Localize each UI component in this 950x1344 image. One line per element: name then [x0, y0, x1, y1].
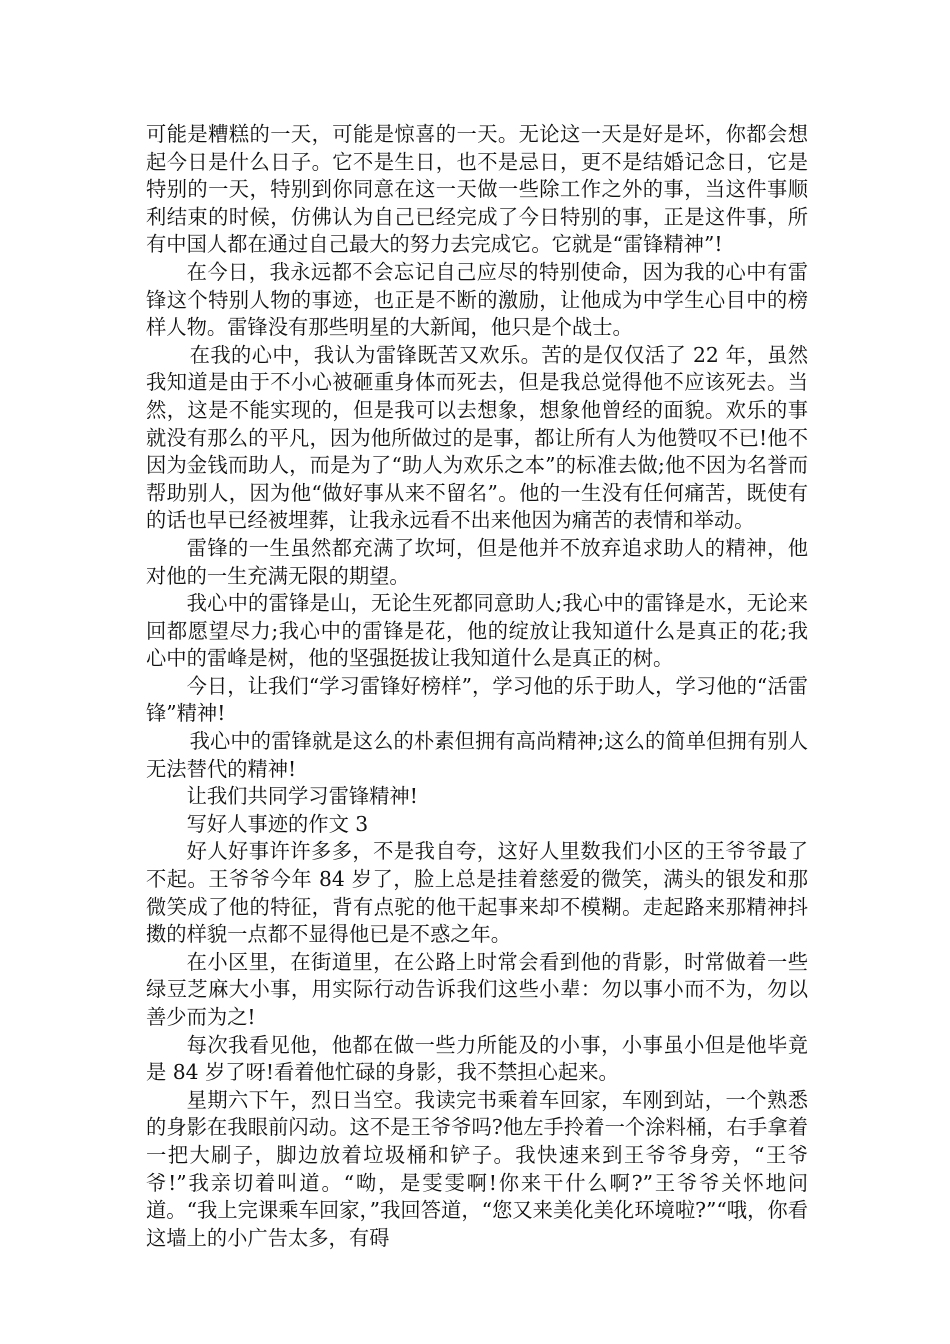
paragraph-5: 我心中的雷锋是山，无论生死都同意助人;我心中的雷锋是水，无论来回都愿望尽力;我心中的雷锋是花，他的绽放让我知道什么是真正的花;我心中的雷峰是树，他的坚强挺拔让我知道什么是真正的树。 [146, 591, 808, 671]
paragraph-2: 在今日，我永远都不会忘记自己应尽的特别使命，因为我的心中有雷锋这个特别人物的事迹，也正是不断的激励，让他成为中学生心目中的榜样人物。雷锋没有那些明星的大新闻，他只是个战士。 [146, 259, 808, 340]
paragraph-7: 我心中的雷锋就是这么的朴素但拥有高尚精神;这么的简单但拥有别人无法替代的精神! [146, 729, 808, 781]
paragraph-12: 星期六下午，烈日当空。我读完书乘着车回家，车刚到站，一个熟悉的身影在我眼前闪动。这不是王爷爷吗?他左手拎着一个涂料桶，右手拿着一把大刷子，脚边放着垃圾桶和铲子。我快速来到王爷爷身旁，“王爷爷!”我亲切着叫道。“呦，是雯雯啊!你来干什么啊?”王爷爷关怀地问道。“我上完课乘车回家，”我回答道，“您又来美化美化环境啦?”“哦，你看这墙上的小广告太多，有碍 [146, 1087, 808, 1250]
paragraph-6: 今日，让我们“学习雷锋好榜样”，学习他的乐于助人，学习他的“活雷锋”精神! [146, 673, 808, 726]
paragraph-11: 每次我看见他，他都在做一些力所能及的小事，小事虽小但是他毕竟是 84 岁了呀!看着他忙碌的身影，我不禁担心起来。 [146, 1032, 808, 1085]
document-body [146, 121, 808, 1252]
paragraph-9: 好人好事许许多多，不是我自夸，这好人里数我们小区的王爷爷最了不起。王爷爷今年 84 岁了，脸上总是挂着慈爱的微笑，满头的银发和那微笑成了他的特征，背有点驼的他干起事来却不模糊。走起路来那精神抖擞的样貌一点都不显得他已是不惑之年。 [146, 839, 808, 947]
paragraph-10: 在小区里，在街道里，在公路上时常会看到他的背影，时常做着一些绿豆芝麻大小事，用实际行动告诉我们这些小辈：勿以事小而不为，勿以善少而为之! [146, 949, 808, 1029]
paragraph-4: 雷锋的一生虽然都充满了坎坷，但是他并不放弃追求助人的精神，他对他的一生充满无限的期望。 [146, 535, 808, 588]
section-heading: 写好人事迹的作文 3 [186, 811, 369, 836]
paragraph-8: 让我们共同学习雷锋精神! [186, 784, 418, 809]
paragraph-1: 可能是糟糕的一天，可能是惊喜的一天。无论这一天是好是坏，你都会想起今日是什么日子。它不是生日，也不是忌日，更不是结婚记念日，它是特别的一天，特别到你同意在这一天做一些除工作之外的事，当这件事顺利结束的时候，仿佛认为自己已经完成了今日特别的事，正是这件事，所有中国人都在通过自己最大的努力去完成它。它就是“雷锋精神”! [146, 122, 808, 257]
paragraph-3: 在我的心中，我认为雷锋既苦又欢乐。苦的是仅仅活了 22 年，虽然我知道是由于不小心被砸重身体而死去，但是我总觉得他不应该死去。当然，这是不能实现的，但是我可以去想象，想象他曾经的面貌。欢乐的事就没有那么的平凡，因为他所做过的是事，都让所有人为他赞叹不已!他不因为金钱而助人，而是为了“助人为欢乐之本”的标准去做;他不因为名誉而帮助别人，因为他“做好事从来不留名”。他的一生没有任何痛苦，既使有的话也早已经被埋葬，让我永远看不出来他因为痛苦的表情和举动。 [146, 342, 808, 533]
